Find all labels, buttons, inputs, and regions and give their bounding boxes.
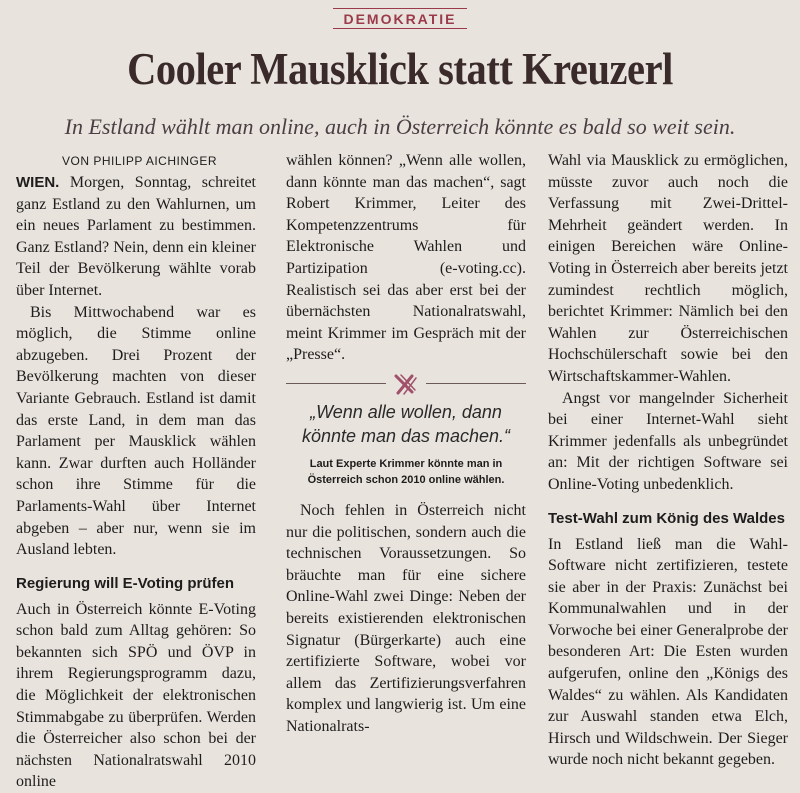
paragraph: Angst vor mangelnder Sicherheit bei einer Internet-Wahl sieht Krimmer jedenfalls als unbegründet an: Mit der richtigen Software sei Online-Voting unbedenklich. — [548, 389, 788, 493]
paragraph: Noch fehlen in Österreich nicht nur die politischen, sondern auch die technischen Voraussetzungen. So bräuchte man für eine sichere Online-Wahl zwei Dinge: Neben der bereits existierenden elektronischen Signatur (Bürgerkarte) auch eine zertifizierte Software, wobei vor allem das Zertifizierungsverfahren komplex und langwierig ist. Um eine Nationalrats- — [286, 501, 526, 735]
lead-text: Morgen, Sonntag, schreitet ganz Estland zu den Wahlurnen, um ein neues Parlament zu bestimmen. Ganz Estland? Nein, denn ein kleiner Teil der Bevölkerung wählte vorab über Internet. — [16, 174, 256, 299]
article-subhead: In Estland wählt man online, auch in Österreich könnte es bald so weit sein. — [64, 114, 736, 139]
paragraph: Auch in Österreich könnte E-Voting schon bald zum Alltag gehören: So bekannten sich SPÖ und ÖVP in ihrem Regierungsprogramm dazu, die Möglichkeit der elektronischen Stimmabgabe zu überprüfen. Werden die Österreicher also schon bei der nächsten Nationalratswahl 2010 online — [16, 600, 256, 791]
paragraph: Bis Mittwochabend war es möglich, die Stimme online abzugeben. Drei Prozent der Bevölkerung machten von dieser Variante Gebrauch. Estland ist damit das erste Land, in dem man das Parlament per Mausklick wählen kann. Zwar durften auch Holländer schon ihre Stimme für die Parlaments-Wahl über Internet abgeben – aber nur, wenn sie im Ausland lebten. — [16, 303, 256, 559]
section-rubric — [0, 8, 800, 29]
lead-paragraph — [16, 172, 256, 302]
paragraph: wählen können? „Wenn alle wollen, dann könnte man das machen“, sagt Robert Krimmer, Leiter des Kompetenzzentrums für Elektronische Wahlen und Partizipation (e-voting.cc). Realistisch sei das aber erst bei der übernächsten Nationalratswahl, meint Krimmer im Gespräch mit der „Presse“. — [286, 152, 526, 364]
quote-caption: Laut Experte Krimmer könnte man in Österreich schon 2010 online wählen. — [307, 457, 505, 486]
rubric-label: DEMOKRATIE — [333, 8, 466, 29]
crosshead-e-voting: Regierung will E-Voting prüfen — [16, 574, 235, 592]
column-3 — [548, 150, 788, 771]
paragraph: Wahl via Mausklick zu ermöglichen, müsste zuvor auch noch die Verfassung mit Zwei-Drittel-Mehrheit geändert werden. In einigen Bereichen wäre Online-Voting in Österreich aber bereits jetzt zumindest rechtlich möglich, berichtet Krimmer: Nämlich bei den Wahlen zur Österreichischen Hochschülerschaft sowie bei den Wirtschaftskammer-Wahlen. — [548, 152, 788, 385]
article-headline: Cooler Mausklick statt Kreuzerl — [127, 44, 673, 94]
divider — [286, 383, 386, 384]
pull-quote — [286, 372, 526, 488]
dateline: WIEN. — [16, 174, 60, 191]
byline: VON PHILIPP AICHINGER — [62, 154, 217, 168]
crosshead-test-wahl: Test-Wahl zum König des Waldes — [548, 509, 785, 527]
divider — [426, 383, 526, 384]
paragraph: In Estland ließ man die Wahl-Software nicht zertifizieren, testete sie aber in der Praxis: Zunächst bei Kommunalwahlen und in der Vorwoche bei einer Generalprobe der besonderen Art: Die Esten wurden aufgerufen, online den „Königs des Waldes“ zu wählen. Als Kandidaten zur Auswahl standen etwa Elch, Hirsch und Wildschwein. Der Sieger wurde noch nicht bekannt gegeben. — [548, 535, 788, 769]
ballot-cross-icon — [386, 372, 426, 396]
column-1 — [16, 150, 256, 793]
column-2 — [286, 150, 526, 737]
quote-text: „Wenn alle wollen, dann könnte man das machen.“ — [301, 401, 511, 446]
quote-rule — [286, 372, 526, 396]
